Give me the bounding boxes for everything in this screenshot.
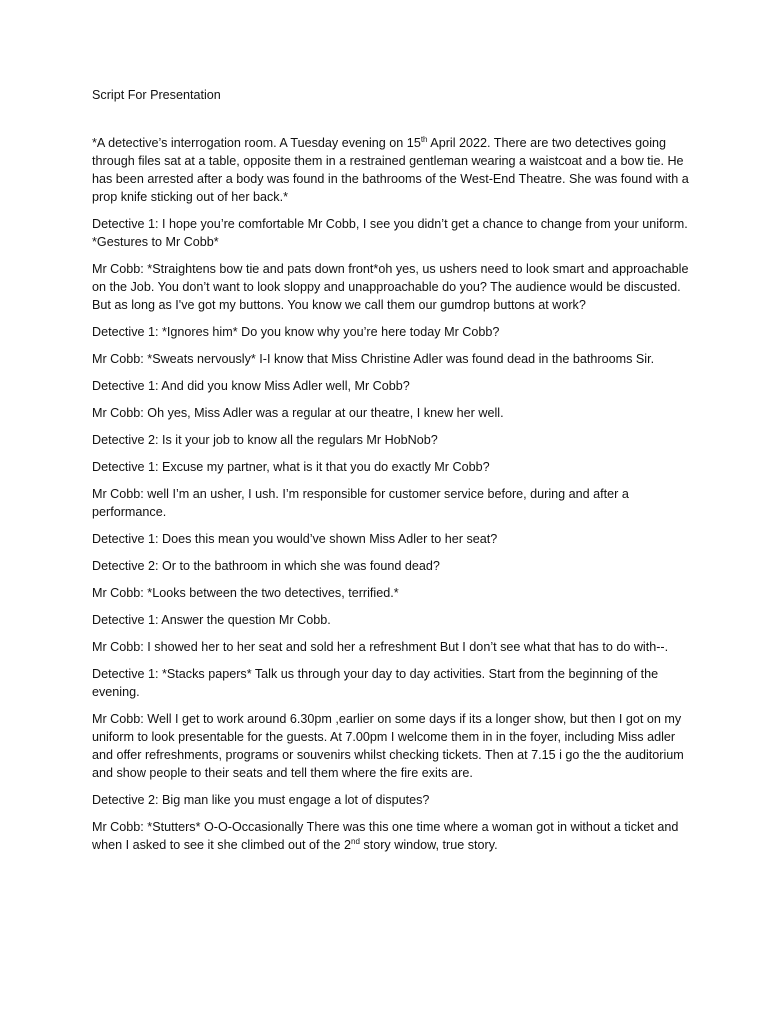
- dialogue-line: Detective 1: Excuse my partner, what is it that you do exactly Mr Cobb?: [92, 460, 490, 474]
- scene-description: [92, 134, 692, 206]
- dialogue-line: Mr Cobb: Oh yes, Miss Adler was a regular at our theatre, I knew her well.: [92, 406, 504, 420]
- story-ordinal: nd: [351, 836, 360, 846]
- scene-text-a: *A detective’s interrogation room. A Tuesday evening on 15: [92, 136, 421, 150]
- dialogue-line: Detective 2: Big man like you must engage a lot of disputes?: [92, 793, 430, 807]
- scene-text-b: April 2022. There are two detectives going through files sat at a table, opposite them in a restrained gentleman wearing a waistcoat and a bow tie. He has been arrested after a body was found in the bathrooms of the West-End Theatre. She was found with a prop knife sticking out of her back.*: [92, 136, 689, 204]
- dialogue-line: Mr Cobb: *Straightens bow tie and pats down front*oh yes, us ushers need to look smart and approachable on the Job. You don’t want to look sloppy and unapproachable do you? The audience would be discusted. But as long as I've got my buttons. You know we call them our gumdrop buttons at work?: [92, 262, 689, 312]
- dialogue-line: Detective 1: *Stacks papers* Talk us through your day to day activities. Start from the beginning of the evening.: [92, 667, 659, 699]
- dialogue-line: Detective 2: Is it your job to know all the regulars Mr HobNob?: [92, 433, 438, 447]
- dialogue-line: Detective 1: And did you know Miss Adler well, Mr Cobb?: [92, 379, 410, 393]
- dialogue-line: Mr Cobb: I showed her to her seat and sold her a refreshment But I don’t see what that has to do with--.: [92, 640, 669, 654]
- date-ordinal: th: [420, 134, 428, 144]
- document-title: Script For Presentation: [92, 88, 221, 102]
- last-line-text-a: Mr Cobb: *Stutters* O-O-Occasionally There was this one time where a woman got in without a ticket and when I asked to see it she climbed out of the 2: [92, 820, 679, 852]
- last-line-text-b: story window, true story.: [359, 838, 498, 852]
- dialogue-line: Mr Cobb: *Looks between the two detectives, terrified.*: [92, 586, 399, 600]
- dialogue-line: Detective 1: I hope you’re comfortable Mr Cobb, I see you didn’t get a chance to change from your uniform. *Gestures to Mr Cobb*: [92, 217, 688, 249]
- dialogue-line-last: [92, 818, 692, 854]
- document-page: [92, 86, 692, 863]
- dialogue-line: Mr Cobb: *Sweats nervously* I-I know that Miss Christine Adler was found dead in the bathrooms Sir.: [92, 352, 655, 366]
- dialogue-line: Detective 1: Answer the question Mr Cobb.: [92, 613, 331, 627]
- dialogue-line: Detective 1: *Ignores him* Do you know why you’re here today Mr Cobb?: [92, 325, 500, 339]
- dialogue-line: Mr Cobb: Well I get to work around 6.30pm ,earlier on some days if its a longer show, but then I got on my uniform to look presentable for the guests. At 7.00pm I welcome them in in the foyer, including Miss adler and offer refreshments, programs or souvenirs whilst checking tickets. Then at 7.15 i go the the auditorium and show people to their seats and tell them where the fire exits are.: [92, 712, 684, 780]
- dialogue-line: Detective 2: Or to the bathroom in which she was found dead?: [92, 559, 440, 573]
- dialogue-line: Mr Cobb: well I’m an usher, I ush. I’m responsible for customer service before, during and after a performance.: [92, 487, 629, 519]
- dialogue-line: Detective 1: Does this mean you would’ve shown Miss Adler to her seat?: [92, 532, 498, 546]
